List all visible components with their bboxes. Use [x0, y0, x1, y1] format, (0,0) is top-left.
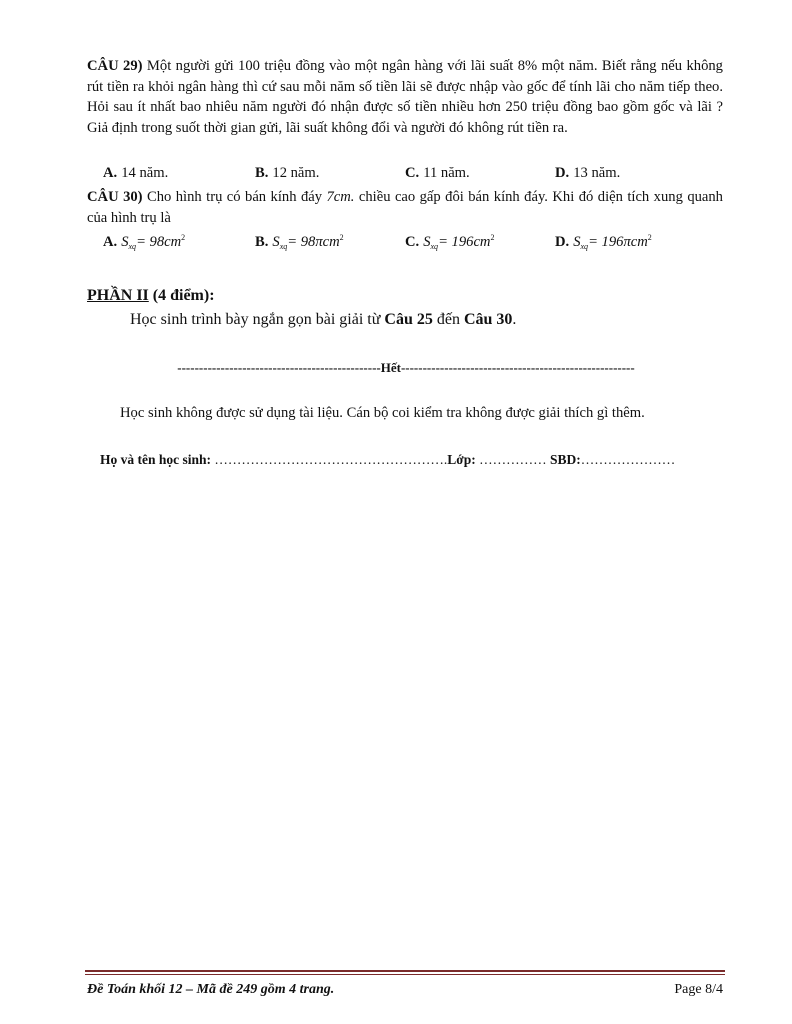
- q29-option-d[interactable]: [555, 165, 620, 182]
- sbd-field[interactable]: …………………: [580, 452, 676, 467]
- instruction-from: Câu 25: [384, 311, 433, 328]
- q29-option-a[interactable]: [103, 165, 168, 182]
- part-2-heading: [87, 287, 215, 305]
- part-2-title: PHẦN II: [87, 287, 149, 304]
- math-var: S: [272, 234, 280, 250]
- question-29-options: [103, 165, 723, 185]
- instruction-suffix: .: [512, 311, 517, 328]
- math-sub: xq: [128, 242, 137, 251]
- q29-option-c[interactable]: [405, 165, 470, 182]
- instruction-text: Học sinh trình bày ngắn gọn bài giải từ: [130, 311, 385, 328]
- math-expr: = 98cm: [136, 234, 182, 250]
- option-letter: C.: [405, 234, 420, 250]
- option-letter: D.: [555, 165, 570, 181]
- math-expr: = 98πcm: [287, 234, 340, 250]
- part-2-instruction: [130, 311, 516, 329]
- option-letter: A.: [103, 165, 118, 181]
- option-text: 12 năm.: [272, 165, 320, 181]
- option-letter: A.: [103, 234, 118, 250]
- question-29: [87, 56, 723, 138]
- math-sub: xq: [580, 242, 589, 251]
- page-number: Page 8/4: [674, 982, 723, 997]
- math-sup: 2: [647, 233, 652, 242]
- question-30-options: [103, 233, 723, 253]
- option-text: 13 năm.: [573, 165, 621, 181]
- math-sup: 2: [490, 233, 495, 242]
- math-expr: = 196cm: [438, 234, 491, 250]
- question-30: [87, 187, 723, 228]
- radius-value: 7cm.: [326, 189, 355, 205]
- math-sup: 2: [339, 233, 344, 242]
- question-30-text-after: chiều cao gấp đôi bán kính đáy. Khi đó diện tích xung quanh của hình trụ là: [87, 189, 723, 226]
- question-30-label: CÂU 30): [87, 189, 143, 205]
- footer-rule-thin: [85, 974, 725, 975]
- end-marker: -----------------------------------------------Hết------------------------------------------------------: [177, 360, 635, 375]
- exam-notice: Học sinh không được sử dụng tài liệu. Cán bộ coi kiểm tra không được giải thích gì thêm.: [120, 405, 645, 421]
- footer-title: Đề Toán khối 12 – Mã đề 249 gồm 4 trang.: [87, 982, 335, 997]
- q30-option-a[interactable]: [103, 233, 185, 251]
- math-sub: xq: [430, 242, 439, 251]
- math-sup: 2: [181, 233, 186, 242]
- option-text: 11 năm.: [423, 165, 470, 181]
- part-2-points: (4 điểm):: [148, 287, 215, 304]
- q30-option-b[interactable]: [255, 233, 344, 251]
- option-letter: D.: [555, 234, 570, 250]
- q29-option-b[interactable]: [255, 165, 319, 182]
- option-text: 14 năm.: [121, 165, 169, 181]
- instruction-mid: đến: [432, 311, 464, 328]
- footer-rule: [85, 970, 725, 972]
- sbd-label: SBD:: [550, 452, 581, 467]
- instruction-to: Câu 30: [463, 311, 513, 328]
- student-name-field[interactable]: …………………………………………….: [211, 452, 448, 467]
- math-var: S: [423, 234, 431, 250]
- math-sub: xq: [279, 242, 288, 251]
- q30-option-d[interactable]: [555, 233, 652, 251]
- student-name-label: Họ và tên học sinh:: [100, 452, 212, 467]
- question-29-label: CÂU 29): [87, 58, 143, 74]
- option-letter: B.: [255, 165, 269, 181]
- math-var: S: [121, 234, 129, 250]
- math-var: S: [573, 234, 581, 250]
- question-29-text: Một người gửi 100 triệu đồng vào một ngân hàng với lãi suất 8% một năm. Biết rằng nếu không rút tiền ra khỏi ngân hàng thì cứ sau mỗi năm số tiền lãi sẽ được nhập vào gốc để tính lãi cho năm tiếp theo. Hỏi sau ít nhất bao nhiêu năm người đó nhận được số tiền nhiều hơn 250 triệu đồng bao gồm gốc và lãi ? Giả định trong suốt thời gian gửi, lãi suất không đổi và người đó không rút tiền ra.: [87, 58, 723, 136]
- option-letter: B.: [255, 234, 269, 250]
- math-expr: = 196πcm: [588, 234, 648, 250]
- q30-option-c[interactable]: [405, 233, 494, 251]
- class-field[interactable]: ……………: [475, 452, 550, 467]
- option-letter: C.: [405, 165, 420, 181]
- question-30-text-before: Cho hình trụ có bán kính đáy: [142, 189, 327, 205]
- student-info-line: [100, 452, 675, 468]
- class-label: Lớp:: [447, 452, 476, 467]
